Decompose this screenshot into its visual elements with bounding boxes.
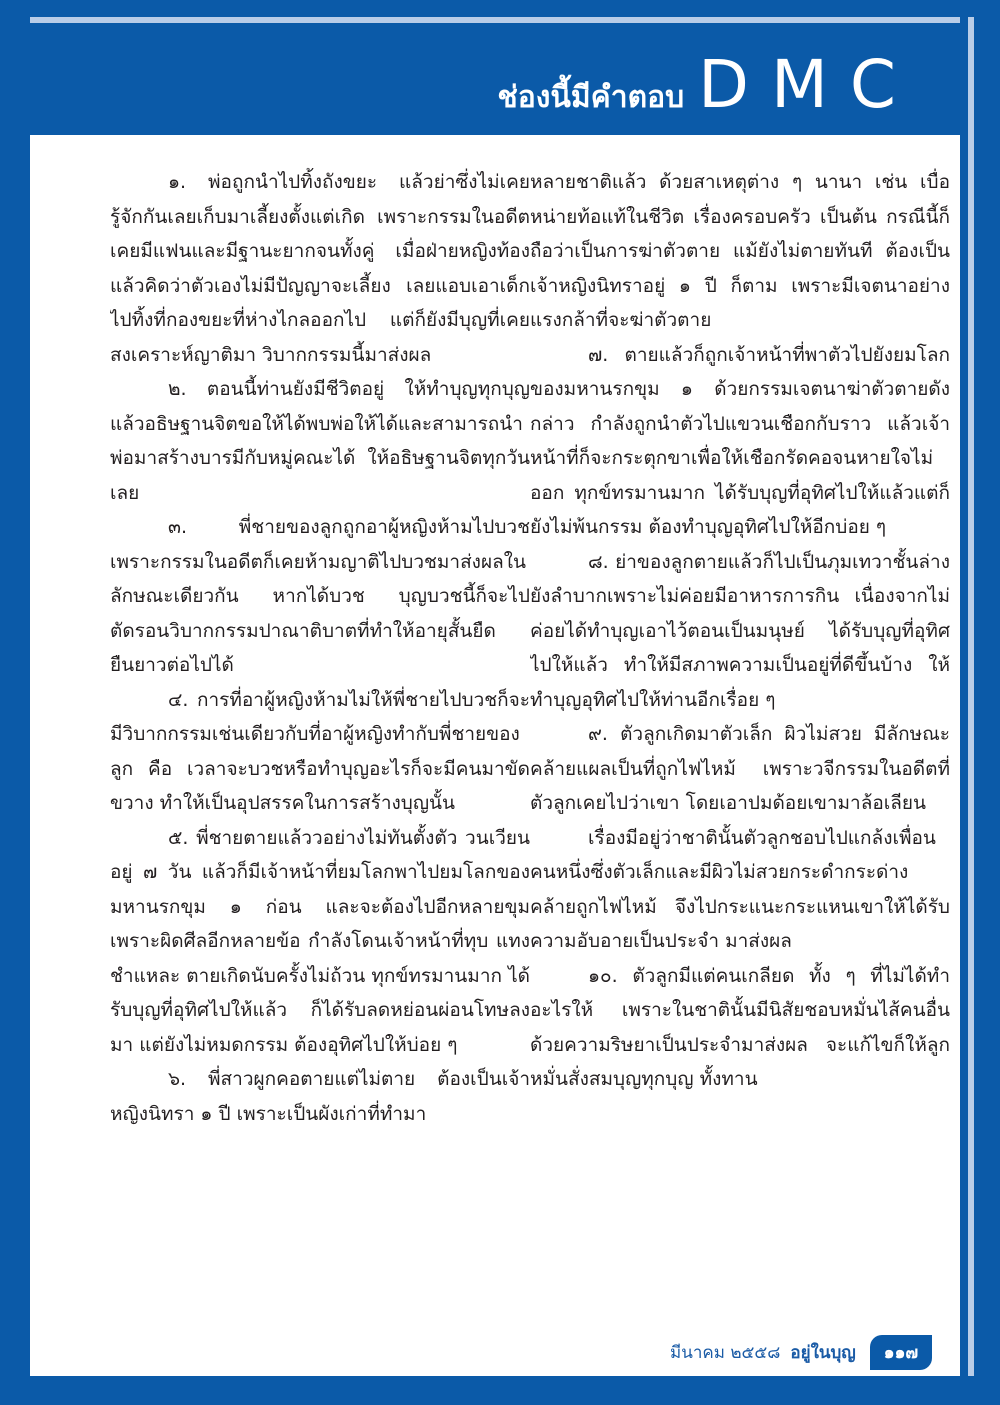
paragraph-6: ๖. พี่สาวผูกคอตายแต่ไม่ตาย ต้องเป็นเจ้าหญิงนิทรา ๑ ปี เพราะเป็นผังเก่าที่ทำมา: [110, 1068, 530, 1125]
issue-date: มีนาคม ๒๕๕๘: [670, 1343, 781, 1363]
paragraph-8: ๘. ย่าของลูกตายแล้วก็ไปเป็นภุมเทวาชั้นล่าง ยังลำบากเพราะไม่ค่อยมีอาหารการกิน เนื่องจากไม่ค่อยได้ทำบุญเอาไว้ตอนเป็นมนุษย์ ได้รับบุญที่อุทิศไปให้แล้ว ทำให้มีสภาพความเป็นอยู่ที่ดีขึ้นบ้าง ให้ทำบุญอุทิศไปให้ท่านอีกเรื่อย ๆ: [530, 550, 950, 711]
bottom-border: [0, 1376, 1000, 1405]
left-border: [0, 0, 30, 1405]
page-content: [30, 135, 960, 1376]
column-title-brand: DMC: [698, 46, 918, 123]
column-title-thai: ช่องนี้มีคำตอบ: [497, 80, 685, 115]
paragraph-1: ๑. พ่อถูกนำไปทิ้งถังขยะ แล้วย่าซึ่งไม่เคยรู้จักกันเลยเก็บมาเลี้ยงตั้งแต่เกิด เพราะกรรมในอดีตเคยมีแฟนและมีฐานะยากจนทั้งคู่ เมื่อฝ่ายหญิงท้องแล้วคิดว่าตัวเองไม่มีปัญญาจะเลี้ยง เลยแอบเอาเด็กไปทิ้งที่กองขยะที่ห่างไกลออกไป แต่ก็ยังมีบุญที่เคยสงเคราะห์ญาติมา วิบากกรรมนี้มาส่งผล: [110, 171, 530, 366]
right-column: [530, 165, 950, 1285]
page-footer: [670, 1335, 932, 1370]
paragraph-4: ๔. การที่อาผู้หญิงห้ามไม่ให้พี่ชายไปบวชก็จะมีวิบากกรรมเช่นเดียวกับที่อาผู้หญิงทำกับพี่ชายของลูก คือ เวลาจะบวชหรือทำบุญอะไรก็จะมีคนมาขัดขวาง ทำให้เป็นอุปสรรคในการสร้างบุญนั้น: [110, 688, 530, 814]
header-stripe: [0, 17, 1000, 23]
page-number: ๑๑๗: [870, 1335, 932, 1370]
paragraph-9: ๙. ตัวลูกเกิดมาตัวเล็ก ผิวไม่สวย มีลักษณะคล้ายแผลเป็นที่ถูกไฟไหม้ เพราะวจีกรรมในอดีตที่ตัวลูกเคยไปว่าเขา โดยเอาปมด้อยเขามาล้อเลียน: [530, 723, 950, 814]
paragraph-2: ๒. ตอนนี้ท่านยังมีชีวิตอยู่ ให้ทำบุญทุกบุญแล้วอธิษฐานจิตขอให้ได้พบพ่อให้ได้และสามารถนำพ่อมาสร้างบารมีกับหมู่คณะได้ ให้อธิษฐานจิตทุกวันเลย: [110, 378, 530, 504]
right-stripe: [968, 17, 974, 1405]
paragraph-9-story: เรื่องมีอยู่ว่าชาตินั้นตัวลูกชอบไปแกล้งเพื่อนคนหนึ่งซึ่งตัวเล็กและมีผิวไม่สวยกระดำกระด่างคล้ายถูกไฟไหม้ จึงไปกระแนะกระแหนเขาให้ได้รับความอับอายเป็นประจำ มาส่งผล: [530, 826, 950, 952]
paragraph-5: ๕. พี่ชายตายแล้ววอย่างไม่ทันตั้งตัว วนเวียนอยู่ ๗ วัน แล้วก็มีเจ้าหน้าที่ยมโลกพาไปยมโลกของมหานรกขุม ๑ ก่อน และจะต้องไปอีกหลายขุม เพราะผิดศีลอีกหลายข้อ กำลังโดนเจ้าหน้าที่ทุบ แทง ชำแหละ ตายเกิดนับครั้งไม่ถ้วน ทุกข์ทรมานมาก ได้รับบุญที่อุทิศไปให้แล้ว ก็ได้รับลดหย่อนผ่อนโทษลงมา แต่ยังไม่หมดกรรม ต้องอุทิศไปให้บ่อย ๆ: [110, 826, 530, 1056]
paragraph-3: ๓. พี่ชายของลูกถูกอาผู้หญิงห้ามไปบวช เพราะกรรมในอดีตก็เคยห้ามญาติไปบวชมาส่งผลในลักษณะเดียวกัน หากได้บวช บุญบวชนี้ก็จะไปตัดรอนวิบากกรรมปาณาติบาตที่ทำให้อายุสั้นยืดยืนยาวต่อไปได้: [110, 516, 530, 676]
right-border: [960, 0, 1000, 1405]
paragraph-7: ๗. ตายแล้วก็ถูกเจ้าหน้าที่พาตัวไปยังยมโลกของมหานรกขุม ๑ ด้วยกรรมเจตนาฆ่าตัวตายดังกล่าว กำลังถูกนำตัวไปแขวนเชือกกับราว แล้วเจ้าหน้าที่ก็จะกระตุกขาเพื่อให้เชือกรัดคอจนหายใจไม่ออก ทุกข์ทรมานมาก ได้รับบุญที่อุทิศไปให้แล้วแต่ก็ยังไม่พ้นกรรม ต้องทำบุญอุทิศไปให้อีกบ่อย ๆ: [530, 343, 950, 538]
column-title: [497, 46, 918, 123]
paragraph-6-continued: หลายชาติแล้ว ด้วยสาเหตุต่าง ๆ นานา เช่น เบื่อหน่ายท้อแท้ในชีวิต เรื่องครอบครัว เป็นต้น กรณีนี้ก็ถือว่าเป็นการฆ่าตัวตาย แม้ยังไม่ตายทันที ต้องเป็นเจ้าหญิงนิทราอยู่ ๑ ปี ก็ตาม เพราะมีเจตนาอย่างแรงกล้าที่จะฆ่าตัวตาย: [530, 171, 950, 331]
magazine-name: อยู่ในบุญ: [790, 1343, 856, 1363]
left-column: [110, 165, 530, 1285]
paragraph-10: ๑๐. ตัวลูกมีแต่คนเกลียด ทั้ง ๆ ที่ไม่ได้ทำอะไรให้ เพราะในชาตินั้นมีนิสัยชอบหมั่นไส้คนอื่นด้วยความริษยาเป็นประจำมาส่งผล จะแก้ไขก็ให้ลูกหมั่นสั่งสมบุญทุกบุญ ทั้งทาน: [530, 964, 950, 1090]
